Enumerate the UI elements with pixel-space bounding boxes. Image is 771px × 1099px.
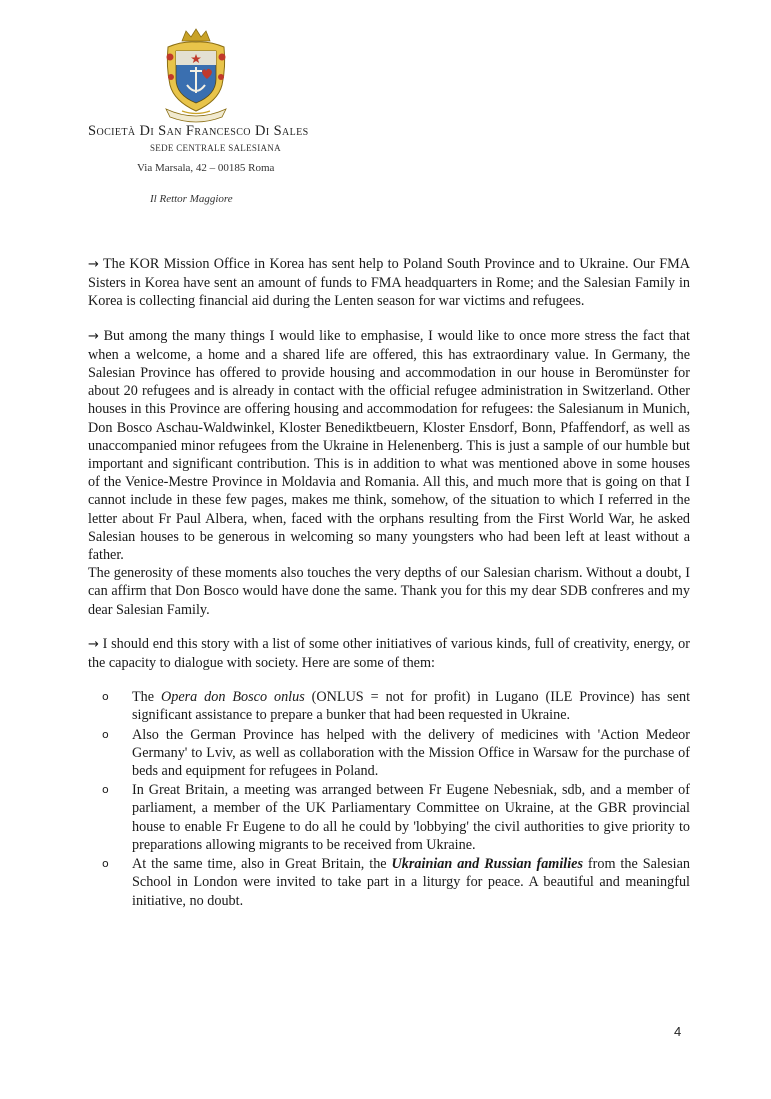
salesian-crest-logo [160,27,232,125]
bullet-icon: o [102,783,109,797]
arrow-icon: → [88,636,99,652]
paragraph-generosity: The generosity of these moments also touches the very depths of our Salesian charism. Without a doubt, I can affirm that Don Bosco would have done the same. Thank you for this my dear SDB confreres and my dear Salesian Family. [88,565,690,618]
arrow-icon: → [88,257,99,272]
initiatives-list [88,688,690,909]
letter-body [88,255,690,911]
page-number: 4 [674,1024,682,1039]
paragraph-welcome: → But among the many things I would like to emphasise, I would like to once more stress the fact that when a welcome, a home and a shared life are offered, this has extraordinary value. In Germany, the Salesian Province has offered to provide housing and accommodation in our house in Beromünster for about 20 refugees and is already in contact with the official refugee administration in Switzerland. Other houses in this Province are offering housing and accommodation for refugees: the Salesianum in Munich, Don Bosco Aschau-Waldwinkel, Kloster Benediktbeuern, Kloster Ensdorf, Bonn, Pfaffendorf, as well as unaccompanied minor refugees from the Ukraine in Helenenberg. This is just a sample of our humble but important and significant contribution. This is in addition to what was mentioned above in some houses of the Venice-Mestre Province in Moldavia and Romania. All this, and much more that is going on that I cannot include in these few pages, makes me think, somehow, of the situation to which I referred in the letter about Fr Paul Albera, when, faced with the orphans resulting from the First World War, he asked Salesian houses to be generous in welcoming so many youngsters who had been left at least without a father. [88,327,690,564]
organization-subtitle: SEDE CENTRALE SALESIANA [150,143,281,153]
bullet-icon: o [102,857,109,871]
sender-role: Il Rettor Maggiore [150,193,233,205]
list-item: o The Opera don Bosco onlus (ONLUS = not for profit) in Lugano (ILE Province) has sent significant assistance to prepare a bunker that had been requested in Ukraine. [102,689,691,724]
organization-address: Via Marsala, 42 – 00185 Roma [137,162,275,174]
list-item: o Also the German Province has helped with the delivery of medicines with 'Action Medeor Germany' to Lviv, as well as collaboration with the Mission Office in Warsaw for the purchase of beds and equipment for refugees in Poland. [102,726,690,780]
organization-name: Società Di San Francesco Di Sales [88,123,309,139]
list-item: o In Great Britain, a meeting was arranged between Fr Eugene Nebesniak, sdb, and a member of parliament, a member of the UK Parliamentary Committee on Ukraine, at the GBR provincial house to enable Fr Eugene to do all he could by 'lobbying' the civil authorities to give priority to preparations allowing migrants to be received from Ukraine. [102,782,690,853]
paragraph-initiatives: → I should end this story with a list of some other initiatives of various kinds, full of creativity, energy, or the capacity to dialogue with society. Here are some of them: [88,635,690,672]
arrow-icon: → [88,328,99,344]
bullet-icon: o [102,690,109,704]
list-item: o At the same time, also in Great Britain, the Ukrainian and Russian families from the Salesian School in London were invited to take part in a liturgy for peace. A beautiful and meaningful initiative, no doubt. [102,856,690,909]
bullet-icon: o [102,727,109,741]
paragraph-korea: → The KOR Mission Office in Korea has sent help to Poland South Province and to Ukraine. Our FMA Sisters in Korea have sent an amount of funds to FMA headquarters in Rome; and the Salesian Family in Korea is collecting financial aid during the Lenten season for war victims and refugees. [88,256,690,310]
